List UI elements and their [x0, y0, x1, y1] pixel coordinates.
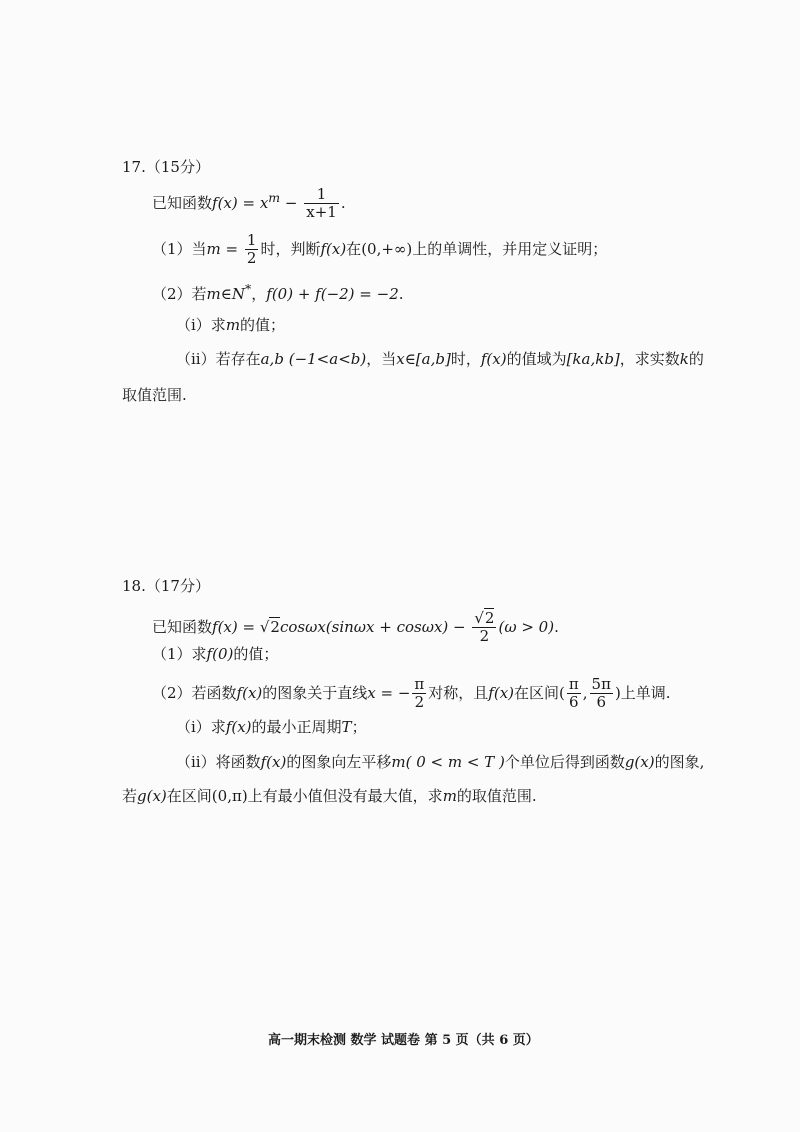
q18-part1: （1）求f(0)的值； [152, 645, 279, 663]
q17-part1: （1）当m = $\frac{1}{2}$ 时，判断f(x)在(0,+∞)上的单调性，并用定义证明； [152, 231, 608, 268]
q18-stem-fraction: $\frac{√2}{2}$ [474, 609, 495, 646]
q18-header: 18.（17分） [122, 577, 210, 595]
q17-part2-i: （i）求m的值； [176, 316, 286, 334]
q17-header: 17.（15分） [122, 158, 210, 176]
q18-part2-i: （i）求f(x)的最小正周期T； [176, 718, 367, 736]
q17-part2-ii: （ii）若存在a,b (−1<a<b)，当x∈[a,b]时，f(x)的值域为[ka,kb]，求实数k的 [176, 350, 704, 368]
q18-interval-right-fraction: $\frac{5\pi}{6}$ [591, 675, 611, 712]
q18-stem: 已知函数f(x) = √2cosωx(sinωx + cosωx) − $\frac{√2}{2}$ (ω > 0). [152, 609, 559, 646]
q17-stem: 已知函数$f(x) = x^m$ − $\frac{1}{x+1}$ . [152, 185, 346, 222]
q17-stem-fraction: $\frac{1}{x+1}$ [306, 185, 337, 222]
q18-interval-left-fraction: $\frac{\pi}{6}$ [568, 675, 579, 712]
q17-half-fraction: $\frac{1}{2}$ [246, 231, 257, 268]
q18-part2-ii-cont: 若g(x)在区间(0,π)上有最小值但没有最大值，求m的取值范围. [122, 787, 537, 805]
q18-part2-ii: （ii）将函数f(x)的图象向左平移m( 0 < m < T )个单位后得到函数g(x)的图象, [176, 753, 705, 771]
q17-part2-ii-cont: 取值范围. [122, 386, 187, 404]
q18-part2: （2）若函数f(x)的图象关于直线x = − $\frac{\pi}{2}$ 对称，且f(x)在区间( $\frac{\pi}{6}$ , $\frac{5\pi}{6}$ )上单调. [152, 675, 671, 712]
q17-part2: （2）若m∈N*，f(0) + f(−2) = −2. [152, 281, 404, 303]
page-footer: 高一期末检测 数学 试题卷 第 5 页（共 6 页） [268, 1033, 539, 1048]
q18-pi-half-fraction: $\frac{\pi}{2}$ [414, 675, 425, 712]
